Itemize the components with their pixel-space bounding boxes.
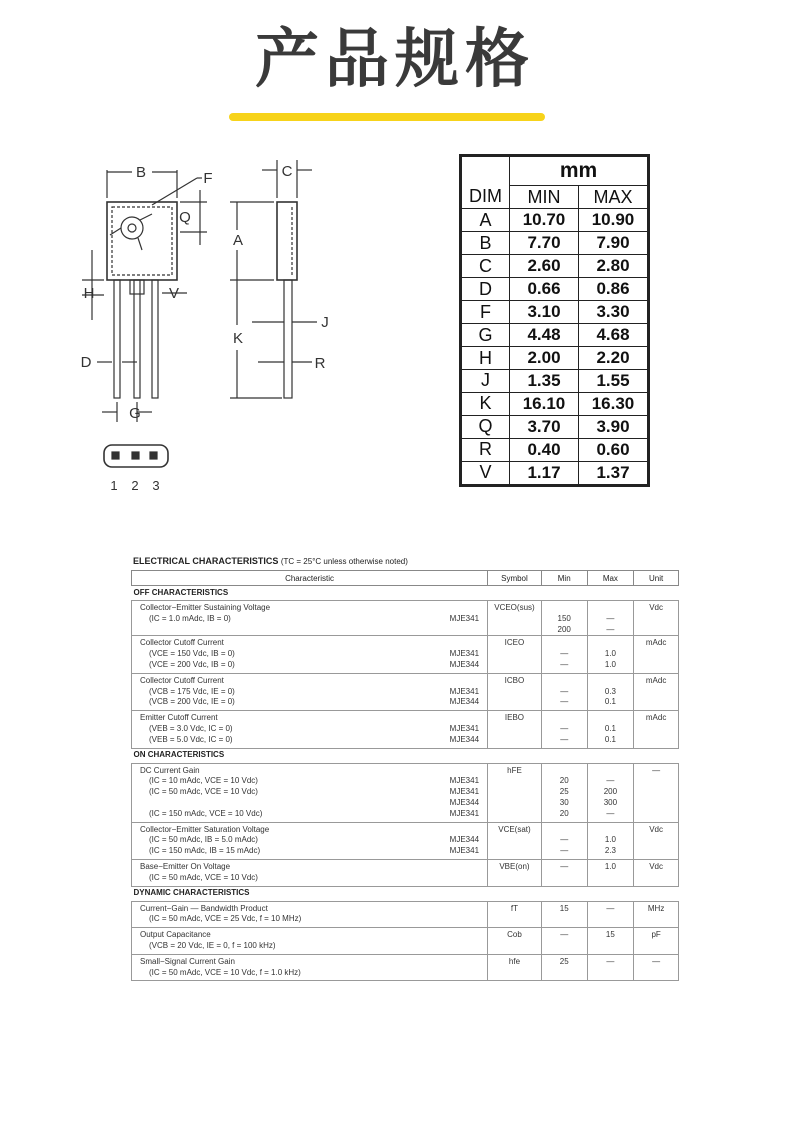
- label-J: J: [321, 314, 329, 331]
- dim-cell-dim: G: [462, 324, 510, 347]
- dim-cell-max: 0.86: [579, 278, 648, 301]
- label-D: D: [80, 354, 92, 371]
- package-drawing: [72, 150, 372, 500]
- min-value: —: [560, 723, 569, 733]
- section-on: ON CHARACTERISTICS: [133, 750, 225, 760]
- dim-cell-dim: A: [462, 209, 510, 232]
- min-cell: —: [541, 928, 587, 955]
- label-Q: Q: [179, 209, 191, 226]
- dim-cell-dim: R: [462, 438, 510, 461]
- characteristic-cell: [132, 763, 488, 822]
- label-A: A: [232, 232, 244, 249]
- condition-text: (VCB = 175 Vdc, IE = 0): [149, 686, 235, 696]
- max-cell: [587, 822, 634, 859]
- dim-cell-min: 10.70: [510, 209, 579, 232]
- part-number: MJE341: [449, 649, 480, 659]
- col-max: Max: [587, 571, 634, 586]
- dim-cell-dim: D: [462, 278, 510, 301]
- unit-cell: —: [634, 954, 679, 981]
- dimension-table: [459, 154, 650, 487]
- max-cell: [587, 636, 634, 673]
- dim-cell-dim: V: [462, 461, 510, 484]
- max-value: 1.0: [604, 659, 616, 669]
- dim-row: [462, 415, 648, 438]
- condition-line: [140, 649, 479, 660]
- condition-line: [140, 873, 479, 884]
- dim-cell-min: 2.60: [510, 255, 579, 278]
- max-value: —: [606, 613, 615, 623]
- max-cell: [587, 673, 634, 710]
- unit-cell: Vdc: [634, 601, 679, 636]
- characteristic-name: DC Current Gain: [140, 765, 200, 775]
- unit-cell: mAdc: [634, 636, 679, 673]
- max-value: —: [606, 624, 615, 634]
- col-characteristic: Characteristic: [132, 571, 488, 586]
- title-underline: [229, 113, 545, 121]
- dim-unit-header: mm: [510, 157, 648, 186]
- dim-cell-max: 2.80: [579, 255, 648, 278]
- condition-text: (VCE = 200 Vdc, IB = 0): [149, 659, 235, 669]
- dim-cell-dim: H: [462, 347, 510, 370]
- dim-cell-max: 3.30: [579, 301, 648, 324]
- characteristic-name: Small−Signal Current Gain: [140, 956, 235, 966]
- condition-line: [140, 798, 479, 809]
- symbol-cell: IEBO: [488, 711, 542, 748]
- max-cell: 15: [587, 928, 634, 955]
- dim-cell-min: 3.10: [510, 301, 579, 324]
- condition-line: [140, 687, 479, 698]
- condition-line: [140, 809, 479, 820]
- characteristic-name: Collector−Emitter Saturation Voltage: [140, 824, 270, 834]
- max-value: 1.0: [604, 835, 616, 845]
- characteristic-cell: [132, 954, 488, 981]
- dim-row: [462, 392, 648, 415]
- spacer: [588, 713, 634, 724]
- condition-line: [140, 914, 479, 925]
- dim-cell-dim: B: [462, 232, 510, 255]
- spacer: [542, 638, 587, 649]
- spacer: [588, 638, 634, 649]
- min-cell: —: [541, 859, 587, 886]
- dim-row: [462, 232, 648, 255]
- label-pin2: 2: [131, 478, 139, 493]
- unit-cell: Vdc: [634, 822, 679, 859]
- dim-cell-min: 7.70: [510, 232, 579, 255]
- part-number: MJE341: [449, 613, 480, 623]
- table-row: [132, 673, 679, 710]
- symbol-cell: hfe: [488, 954, 542, 981]
- col-symbol: Symbol: [488, 571, 542, 586]
- label-C: C: [281, 163, 293, 180]
- min-value: —: [560, 835, 569, 845]
- part-number: MJE341: [449, 846, 480, 856]
- condition-text: (VCE = 150 Vdc, IB = 0): [149, 649, 235, 659]
- condition-text: (VEB = 5.0 Vdc, IC = 0): [149, 734, 233, 744]
- characteristic-name: Base−Emitter On Voltage: [140, 861, 231, 871]
- dim-cell-dim: C: [462, 255, 510, 278]
- table-row: [132, 901, 679, 928]
- label-K: K: [232, 330, 244, 347]
- condition-text: (IC = 50 mAdc, VCE = 10 Vdc): [149, 872, 258, 882]
- condition-text: (IC = 1.0 mAdc, IB = 0): [149, 613, 231, 623]
- max-value: —: [606, 808, 615, 818]
- characteristic-name: Collector Cutoff Current: [140, 638, 224, 648]
- characteristic-cell: [132, 859, 488, 886]
- dim-row: [462, 301, 648, 324]
- table-row: [132, 711, 679, 748]
- condition-line: [140, 776, 479, 787]
- table-row: [132, 928, 679, 955]
- characteristic-cell: [132, 601, 488, 636]
- min-cell: [541, 822, 587, 859]
- table-row: [132, 763, 679, 822]
- characteristic-cell: [132, 928, 488, 955]
- symbol-cell: fT: [488, 901, 542, 928]
- col-unit: Unit: [634, 571, 679, 586]
- spacer: [542, 766, 587, 777]
- max-value: 0.1: [604, 734, 616, 744]
- characteristic-name: Collector Cutoff Current: [140, 675, 224, 685]
- dim-cell-max: 3.90: [579, 415, 648, 438]
- symbol-cell: VBE(on): [488, 859, 542, 886]
- label-H: H: [83, 285, 95, 302]
- condition-line: [140, 735, 479, 746]
- condition-line: [140, 968, 479, 979]
- max-value: —: [606, 776, 615, 786]
- max-cell: —: [587, 954, 634, 981]
- characteristic-cell: [132, 673, 488, 710]
- min-value: 200: [557, 624, 571, 634]
- dim-cell-dim: F: [462, 301, 510, 324]
- col-min: Min: [541, 571, 587, 586]
- table-header-row: [132, 571, 679, 586]
- part-number: MJE344: [449, 797, 480, 807]
- label-F: F: [203, 170, 213, 187]
- label-R: R: [314, 355, 326, 372]
- part-number: MJE344: [449, 659, 480, 669]
- dim-cell-max: 16.30: [579, 392, 648, 415]
- max-cell: [587, 711, 634, 748]
- unit-cell: —: [634, 763, 679, 822]
- symbol-cell: VCEO(sus): [488, 601, 542, 636]
- max-value: 0.3: [604, 686, 616, 696]
- table-row: [132, 601, 679, 636]
- condition-text: (IC = 150 mAdc, VCE = 10 Vdc): [149, 808, 263, 818]
- condition-line: [140, 724, 479, 735]
- spacer: [588, 825, 634, 836]
- min-value: —: [560, 659, 569, 669]
- label-pin3: 3: [152, 478, 160, 493]
- min-value: —: [560, 686, 569, 696]
- min-cell: [541, 673, 587, 710]
- dim-cell-min: 2.00: [510, 347, 579, 370]
- label-pin1: 1: [110, 478, 118, 493]
- characteristic-name: Output Capacitance: [140, 930, 211, 940]
- characteristic-name: Current−Gain — Bandwidth Product: [140, 903, 268, 913]
- max-cell: [587, 763, 634, 822]
- dim-row: [462, 347, 648, 370]
- part-number: MJE341: [449, 686, 480, 696]
- condition-line: [140, 787, 479, 798]
- min-col-header: MIN: [510, 186, 579, 209]
- dim-cell-dim: J: [462, 370, 510, 393]
- symbol-cell: VCE(sat): [488, 822, 542, 859]
- part-number: MJE344: [449, 835, 480, 845]
- min-cell: [541, 711, 587, 748]
- label-B: B: [135, 164, 147, 181]
- dim-row: [462, 209, 648, 232]
- min-value: —: [560, 697, 569, 707]
- dim-cell-min: 0.40: [510, 438, 579, 461]
- min-cell: [541, 763, 587, 822]
- max-cell: [587, 601, 634, 636]
- max-cell: 1.0: [587, 859, 634, 886]
- dim-cell-max: 10.90: [579, 209, 648, 232]
- max-value: 2.3: [604, 846, 616, 856]
- unit-cell: pF: [634, 928, 679, 955]
- dim-cell-min: 0.66: [510, 278, 579, 301]
- characteristic-name: Emitter Cutoff Current: [140, 713, 218, 723]
- part-number: MJE341: [449, 787, 480, 797]
- table-row: [132, 636, 679, 673]
- max-value: 0.1: [604, 697, 616, 707]
- page-title: 产品规格: [255, 23, 535, 97]
- spacer: [542, 603, 587, 614]
- dim-row: [462, 438, 648, 461]
- condition-line: [140, 846, 479, 857]
- section-off: OFF CHARACTERISTICS: [133, 587, 229, 597]
- symbol-cell: hFE: [488, 763, 542, 822]
- dim-cell-dim: K: [462, 392, 510, 415]
- section-dynamic: DYNAMIC CHARACTERISTICS: [133, 888, 250, 898]
- dim-col-header: DIM: [462, 186, 510, 209]
- dimension-rows: [462, 209, 648, 485]
- symbol-cell: Cob: [488, 928, 542, 955]
- unit-cell: mAdc: [634, 673, 679, 710]
- max-value: 0.1: [604, 723, 616, 733]
- condition-text: (IC = 50 mAdc, VCE = 25 Vdc, f = 10 MHz): [149, 914, 302, 924]
- dim-cell-max: 1.55: [579, 370, 648, 393]
- min-cell: [541, 601, 587, 636]
- dim-cell-min: 16.10: [510, 392, 579, 415]
- min-value: 20: [559, 776, 569, 786]
- dim-cell-min: 4.48: [510, 324, 579, 347]
- spacer: [588, 676, 634, 687]
- min-value: 20: [559, 808, 569, 818]
- min-value: —: [560, 734, 569, 744]
- condition-line: [140, 835, 479, 846]
- characteristic-cell: [132, 636, 488, 673]
- min-value: —: [560, 649, 569, 659]
- dim-cell-min: 1.35: [510, 370, 579, 393]
- min-value: 150: [557, 613, 571, 623]
- dim-row: [462, 255, 648, 278]
- condition-text: (IC = 50 mAdc, IB = 5.0 mAdc): [149, 835, 258, 845]
- electrical-note: (TC = 25°C unless otherwise noted): [280, 557, 408, 566]
- dim-cell-min: 3.70: [510, 415, 579, 438]
- dim-row: [462, 370, 648, 393]
- condition-line: [140, 941, 479, 952]
- symbol-cell: ICEO: [488, 636, 542, 673]
- dim-cell-max: 0.60: [579, 438, 648, 461]
- max-value: 1.0: [604, 649, 616, 659]
- dim-cell-max: 1.37: [579, 461, 648, 484]
- part-number: MJE344: [449, 734, 480, 744]
- part-number: MJE341: [449, 808, 480, 818]
- max-value: 200: [603, 787, 618, 797]
- spacer: [588, 766, 634, 777]
- max-cell: —: [587, 901, 634, 928]
- part-number: MJE341: [449, 723, 480, 733]
- label-G: G: [129, 405, 141, 422]
- condition-text: (VCB = 20 Vdc, IE = 0, f = 100 kHz): [149, 940, 276, 950]
- condition-text: (IC = 50 mAdc, VCE = 10 Vdc, f = 1.0 kHz): [149, 967, 301, 977]
- condition-text: (IC = 10 mAdc, VCE = 10 Vdc): [149, 776, 258, 786]
- dim-cell-max: 7.90: [579, 232, 648, 255]
- condition-line: [140, 614, 479, 625]
- condition-text: (IC = 150 mAdc, IB = 15 mAdc): [149, 846, 261, 856]
- condition-text: (VEB = 3.0 Vdc, IC = 0): [149, 723, 233, 733]
- unit-cell: Vdc: [634, 859, 679, 886]
- part-number: MJE344: [449, 697, 480, 707]
- min-value: 25: [559, 787, 569, 797]
- symbol-cell: ICBO: [488, 673, 542, 710]
- dim-cell-max: 4.68: [579, 324, 648, 347]
- dim-row: [462, 324, 648, 347]
- dim-row: [462, 461, 648, 484]
- label-V: V: [168, 285, 180, 302]
- dim-cell-dim: Q: [462, 415, 510, 438]
- characteristic-name: Collector−Emitter Sustaining Voltage: [140, 603, 271, 612]
- electrical-title: ELECTRICAL CHARACTERISTICS (TC = 25°C unless otherwise noted): [133, 556, 408, 566]
- unit-cell: mAdc: [634, 711, 679, 748]
- spacer: [542, 713, 587, 724]
- unit-cell: MHz: [634, 901, 679, 928]
- min-cell: [541, 636, 587, 673]
- table-row: [132, 954, 679, 981]
- max-value: 300: [603, 797, 618, 807]
- condition-line: [140, 660, 479, 671]
- dim-cell-max: 2.20: [579, 347, 648, 370]
- characteristic-cell: [132, 901, 488, 928]
- spacer: [542, 676, 587, 687]
- spacer: [588, 603, 634, 614]
- spacer: [542, 825, 587, 836]
- table-row: [132, 822, 679, 859]
- min-value: 30: [559, 797, 569, 807]
- characteristic-cell: [132, 822, 488, 859]
- table-row: [132, 859, 679, 886]
- min-cell: 15: [541, 901, 587, 928]
- electrical-table: [131, 570, 679, 981]
- min-cell: 25: [541, 954, 587, 981]
- part-number: MJE341: [449, 776, 480, 786]
- dim-row: [462, 278, 648, 301]
- characteristic-cell: [132, 711, 488, 748]
- max-col-header: MAX: [579, 186, 648, 209]
- condition-text: (VCB = 200 Vdc, IE = 0): [149, 697, 235, 707]
- condition-text: (IC = 50 mAdc, VCE = 10 Vdc): [149, 787, 258, 797]
- min-value: —: [560, 846, 569, 856]
- dim-cell-min: 1.17: [510, 461, 579, 484]
- condition-line: [140, 697, 479, 708]
